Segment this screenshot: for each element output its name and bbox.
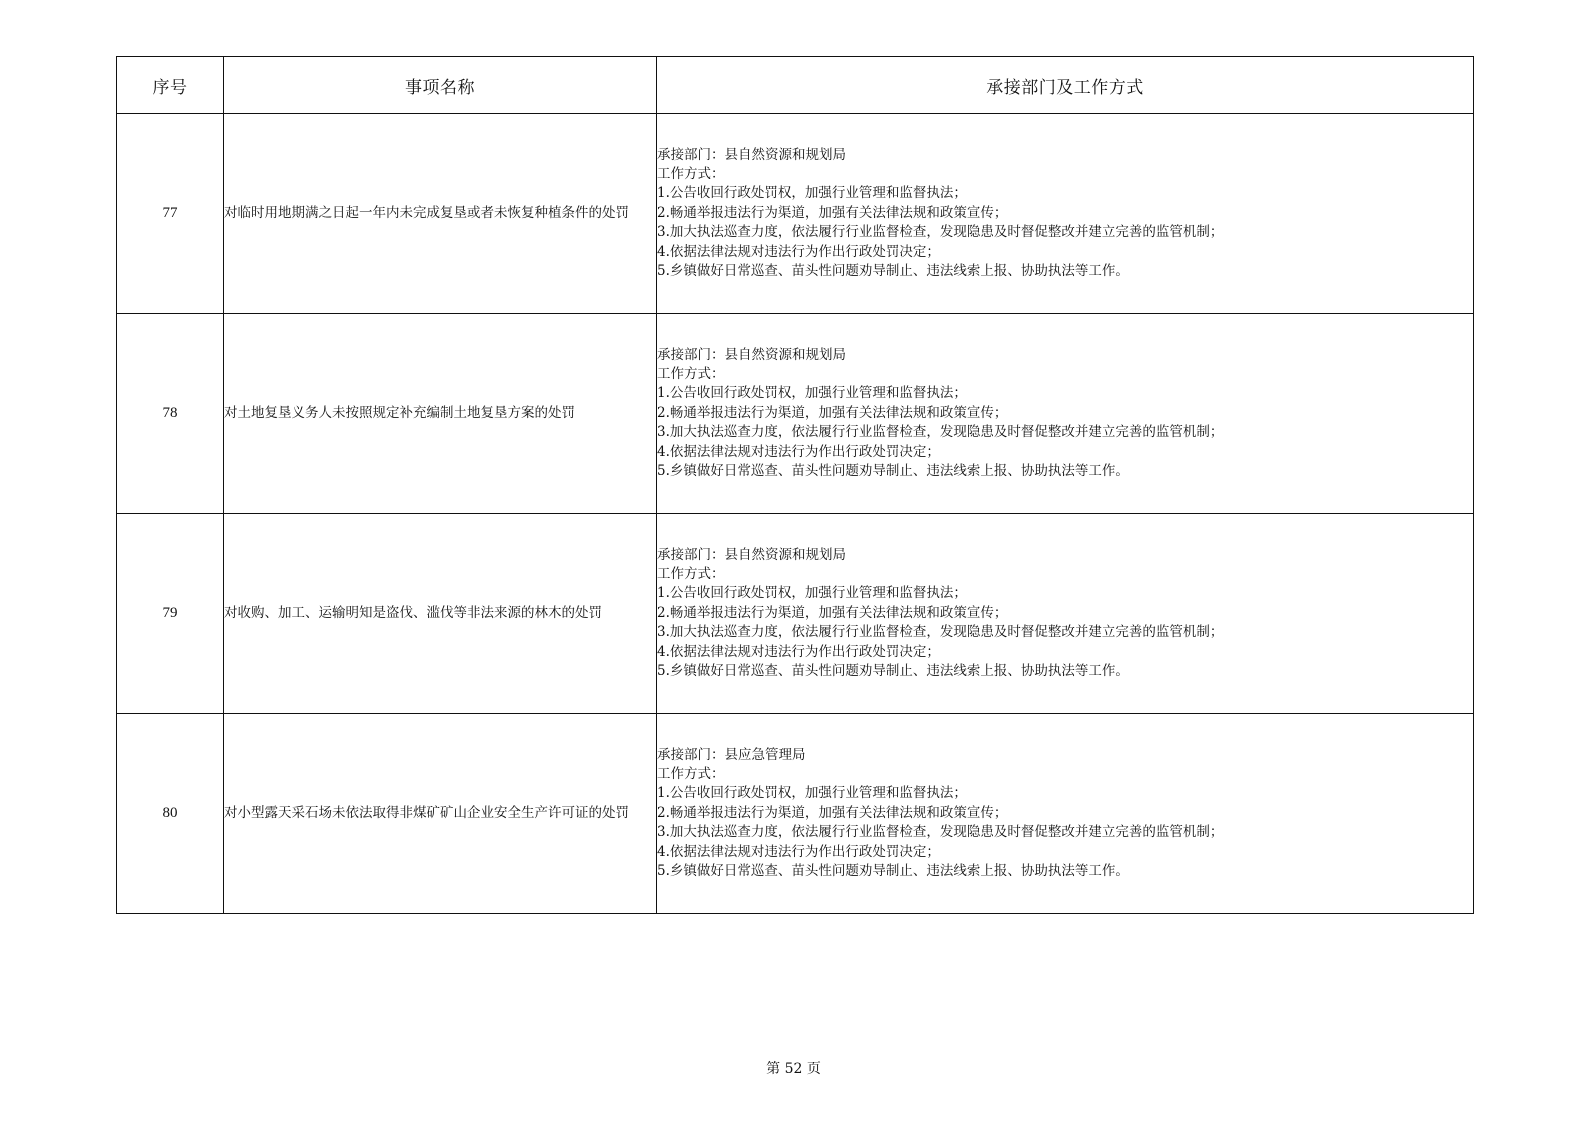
row-seq: 80 [117, 714, 224, 914]
table-body [117, 114, 1474, 914]
dept-line: 4.依据法律法规对违法行为作出行政处罚决定； [657, 243, 940, 260]
row-dept [657, 314, 1474, 514]
dept-line: 3.加大执法巡查力度，依法履行行业监督检查，发现隐患及时督促整改并建立完善的监管机制； [657, 624, 1224, 641]
dept-line: 工作方式： [657, 765, 725, 782]
dept-line: 5.乡镇做好日常巡查、苗头性问题劝导制止、违法线索上报、协助执法等工作。 [657, 263, 1129, 280]
dept-line: 承接部门：县自然资源和规划局 [657, 346, 846, 363]
dept-line: 2.畅通举报违法行为渠道，加强有关法律法规和政策宣传； [657, 204, 1008, 221]
table-row [117, 314, 1474, 514]
dept-line: 3.加大执法巡查力度，依法履行行业监督检查，发现隐患及时督促整改并建立完善的监管机制； [657, 424, 1224, 441]
dept-line: 1.公告收回行政处罚权，加强行业管理和监督执法； [657, 385, 967, 402]
row-name: 对小型露天采石场未依法取得非煤矿矿山企业安全生产许可证的处罚 [224, 714, 657, 914]
dept-line: 4.依据法律法规对违法行为作出行政处罚决定； [657, 843, 940, 860]
dept-line: 承接部门：县自然资源和规划局 [657, 546, 846, 563]
dept-line: 5.乡镇做好日常巡查、苗头性问题劝导制止、违法线索上报、协助执法等工作。 [657, 463, 1129, 480]
dept-line: 4.依据法律法规对违法行为作出行政处罚决定； [657, 643, 940, 660]
dept-line: 2.畅通举报违法行为渠道，加强有关法律法规和政策宣传； [657, 604, 1008, 621]
dept-line: 5.乡镇做好日常巡查、苗头性问题劝导制止、违法线索上报、协助执法等工作。 [657, 663, 1129, 680]
dept-line: 工作方式： [657, 165, 725, 182]
dept-line: 工作方式： [657, 365, 725, 382]
dept-line: 2.畅通举报违法行为渠道，加强有关法律法规和政策宣传； [657, 404, 1008, 421]
table-row [117, 714, 1474, 914]
dept-line: 工作方式： [657, 565, 725, 582]
row-dept [657, 114, 1474, 314]
table-row [117, 114, 1474, 314]
table-row [117, 514, 1474, 714]
dept-line: 1.公告收回行政处罚权，加强行业管理和监督执法； [657, 185, 967, 202]
dept-line: 3.加大执法巡查力度，依法履行行业监督检查，发现隐患及时督促整改并建立完善的监管机制； [657, 824, 1224, 841]
row-dept [657, 714, 1474, 914]
dept-line: 5.乡镇做好日常巡查、苗头性问题劝导制止、违法线索上报、协助执法等工作。 [657, 863, 1129, 880]
row-name: 对临时用地期满之日起一年内未完成复垦或者未恢复种植条件的处罚 [224, 114, 657, 314]
dept-line: 承接部门：县自然资源和规划局 [657, 146, 846, 163]
dept-line: 1.公告收回行政处罚权，加强行业管理和监督执法； [657, 585, 967, 602]
row-seq: 78 [117, 314, 224, 514]
row-name: 对土地复垦义务人未按照规定补充编制土地复垦方案的处罚 [224, 314, 657, 514]
row-dept [657, 514, 1474, 714]
dept-line: 2.畅通举报违法行为渠道，加强有关法律法规和政策宣传； [657, 804, 1008, 821]
dept-line: 3.加大执法巡查力度，依法履行行业监督检查，发现隐患及时督促整改并建立完善的监管机制； [657, 224, 1224, 241]
header-seq: 序号 [117, 57, 224, 114]
header-name: 事项名称 [224, 57, 657, 114]
dept-line: 1.公告收回行政处罚权，加强行业管理和监督执法； [657, 785, 967, 802]
table-header [117, 57, 1474, 114]
page-number: 第 52 页 [766, 1061, 821, 1077]
row-seq: 77 [117, 114, 224, 314]
dept-line: 承接部门：县应急管理局 [657, 746, 806, 763]
dept-line: 4.依据法律法规对违法行为作出行政处罚决定； [657, 443, 940, 460]
row-name: 对收购、加工、运输明知是盗伐、滥伐等非法来源的林木的处罚 [224, 514, 657, 714]
header-dept: 承接部门及工作方式 [657, 57, 1474, 114]
row-seq: 79 [117, 514, 224, 714]
header-row [117, 57, 1474, 114]
items-table [116, 56, 1474, 914]
